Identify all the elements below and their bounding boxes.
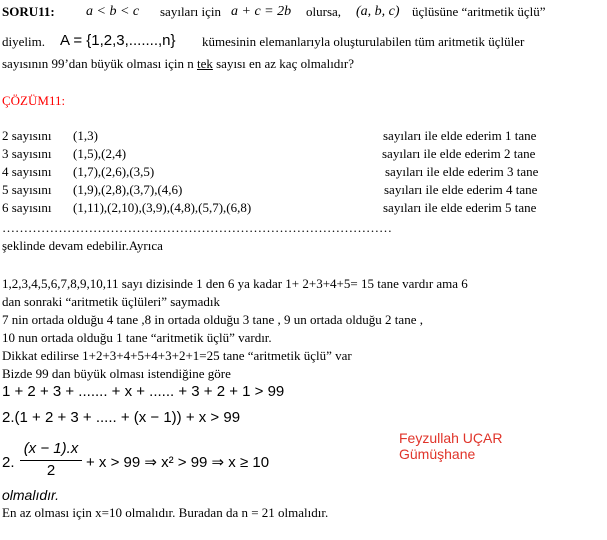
final-answer: En az olması için x=10 olmalıdır. Buradan da n = 21 olmalıdır. (2, 505, 329, 520)
fraction-numerator: (x − 1).x (23, 440, 79, 457)
row-result: sayıları ile elde ederim 3 tane (385, 164, 539, 179)
paragraph-line: 10 nun ortada olduğu 1 tane “aritmetik üçlü” vardır. (2, 330, 272, 345)
row-pairs: (1,5),(2,4) (73, 146, 127, 161)
row-pairs: (1,3) (73, 128, 98, 143)
keyword-tek: tek (196, 56, 213, 71)
row-label: 3 sayısını (2, 146, 52, 161)
paragraph-line: Bizde 99 dan büyük olması istendiğine göre (2, 366, 231, 381)
row-label: 4 sayısını (2, 164, 52, 179)
question-text: kümesinin elemanlarıyla oluşturulabilen tüm aritmetik üçlüler (202, 34, 525, 49)
equation-3-rest: + x > 99 ⇒ x² > 99 ⇒ x ≥ 10 (86, 454, 270, 471)
row-label: 5 sayısını (2, 182, 52, 197)
equation-2: 2.(1 + 2 + 3 + ..... + (x − 1)) + x > 99 (2, 409, 241, 426)
question-text: üçlüsüne “aritmetik üçlü” (412, 4, 546, 19)
question-set-A: A = {1,2,3,.......,n} (60, 32, 176, 49)
equation-3-prefix: 2. (2, 454, 15, 471)
paragraph-line: dan sonraki “aritmetik üçlüleri” saymadık (2, 294, 221, 309)
paragraph-line: 1,2,3,4,5,6,7,8,9,10,11 sayı dizisinde 1 den 6 ya kadar 1+ 2+3+4+5= 15 tane vardır ama 6 (2, 276, 468, 291)
row-label: 2 sayısını (2, 128, 52, 143)
row-label: 6 sayısını (2, 200, 52, 215)
fraction-denominator: 2 (46, 462, 56, 479)
dotted-separator: ……………………………………………………………………………… (2, 220, 392, 235)
question-text: diyelim. (2, 34, 45, 49)
question-math-triple: (a, b, c) (356, 4, 400, 19)
continue-text: şeklinde devam edebilir.Ayrıca (2, 238, 163, 253)
paragraph-line: 7 nin ortada olduğu 4 tane ,8 in ortada olduğu 3 tane , 9 un ortada olduğu 2 tane , (2, 312, 423, 327)
solution-heading: ÇÖZÜM11: (2, 93, 66, 108)
fraction-bar (20, 460, 82, 461)
row-result: sayıları ile elde ederim 1 tane (383, 128, 537, 143)
paragraph-line: Dikkat edilirse 1+2+3+4+5+4+3+2+1=25 tane “aritmetik üçlü” var (2, 348, 352, 363)
row-pairs: (1,9),(2,8),(3,7),(4,6) (73, 182, 183, 197)
question-math-sum: a + c = 2b (231, 4, 292, 19)
question-text: sayıları için (160, 4, 222, 19)
question-text: sayısının 99’dan büyük olması için n tek sayısı en az kaç olmalıdır? (2, 56, 355, 71)
question-math-order: a < b < c (86, 4, 140, 19)
author-city: Gümüşhane (399, 446, 476, 462)
question-text: olursa, (306, 4, 342, 19)
row-result: sayıları ile elde ederim 2 tane (382, 146, 536, 161)
row-result: sayıları ile elde ederim 4 tane (384, 182, 538, 197)
must-text: olmalıdır. (2, 487, 60, 503)
author-name: Feyzullah UÇAR (399, 430, 503, 446)
row-pairs: (1,7),(2,6),(3,5) (73, 164, 155, 179)
question-heading: SORU11: (2, 4, 55, 19)
row-result: sayıları ile elde ederim 5 tane (383, 200, 537, 215)
equation-1: 1 + 2 + 3 + ....... + x + ...... + 3 + 2 + 1 > 99 (2, 383, 285, 400)
row-pairs: (1,11),(2,10),(3,9),(4,8),(5,7),(6,8) (73, 200, 252, 215)
